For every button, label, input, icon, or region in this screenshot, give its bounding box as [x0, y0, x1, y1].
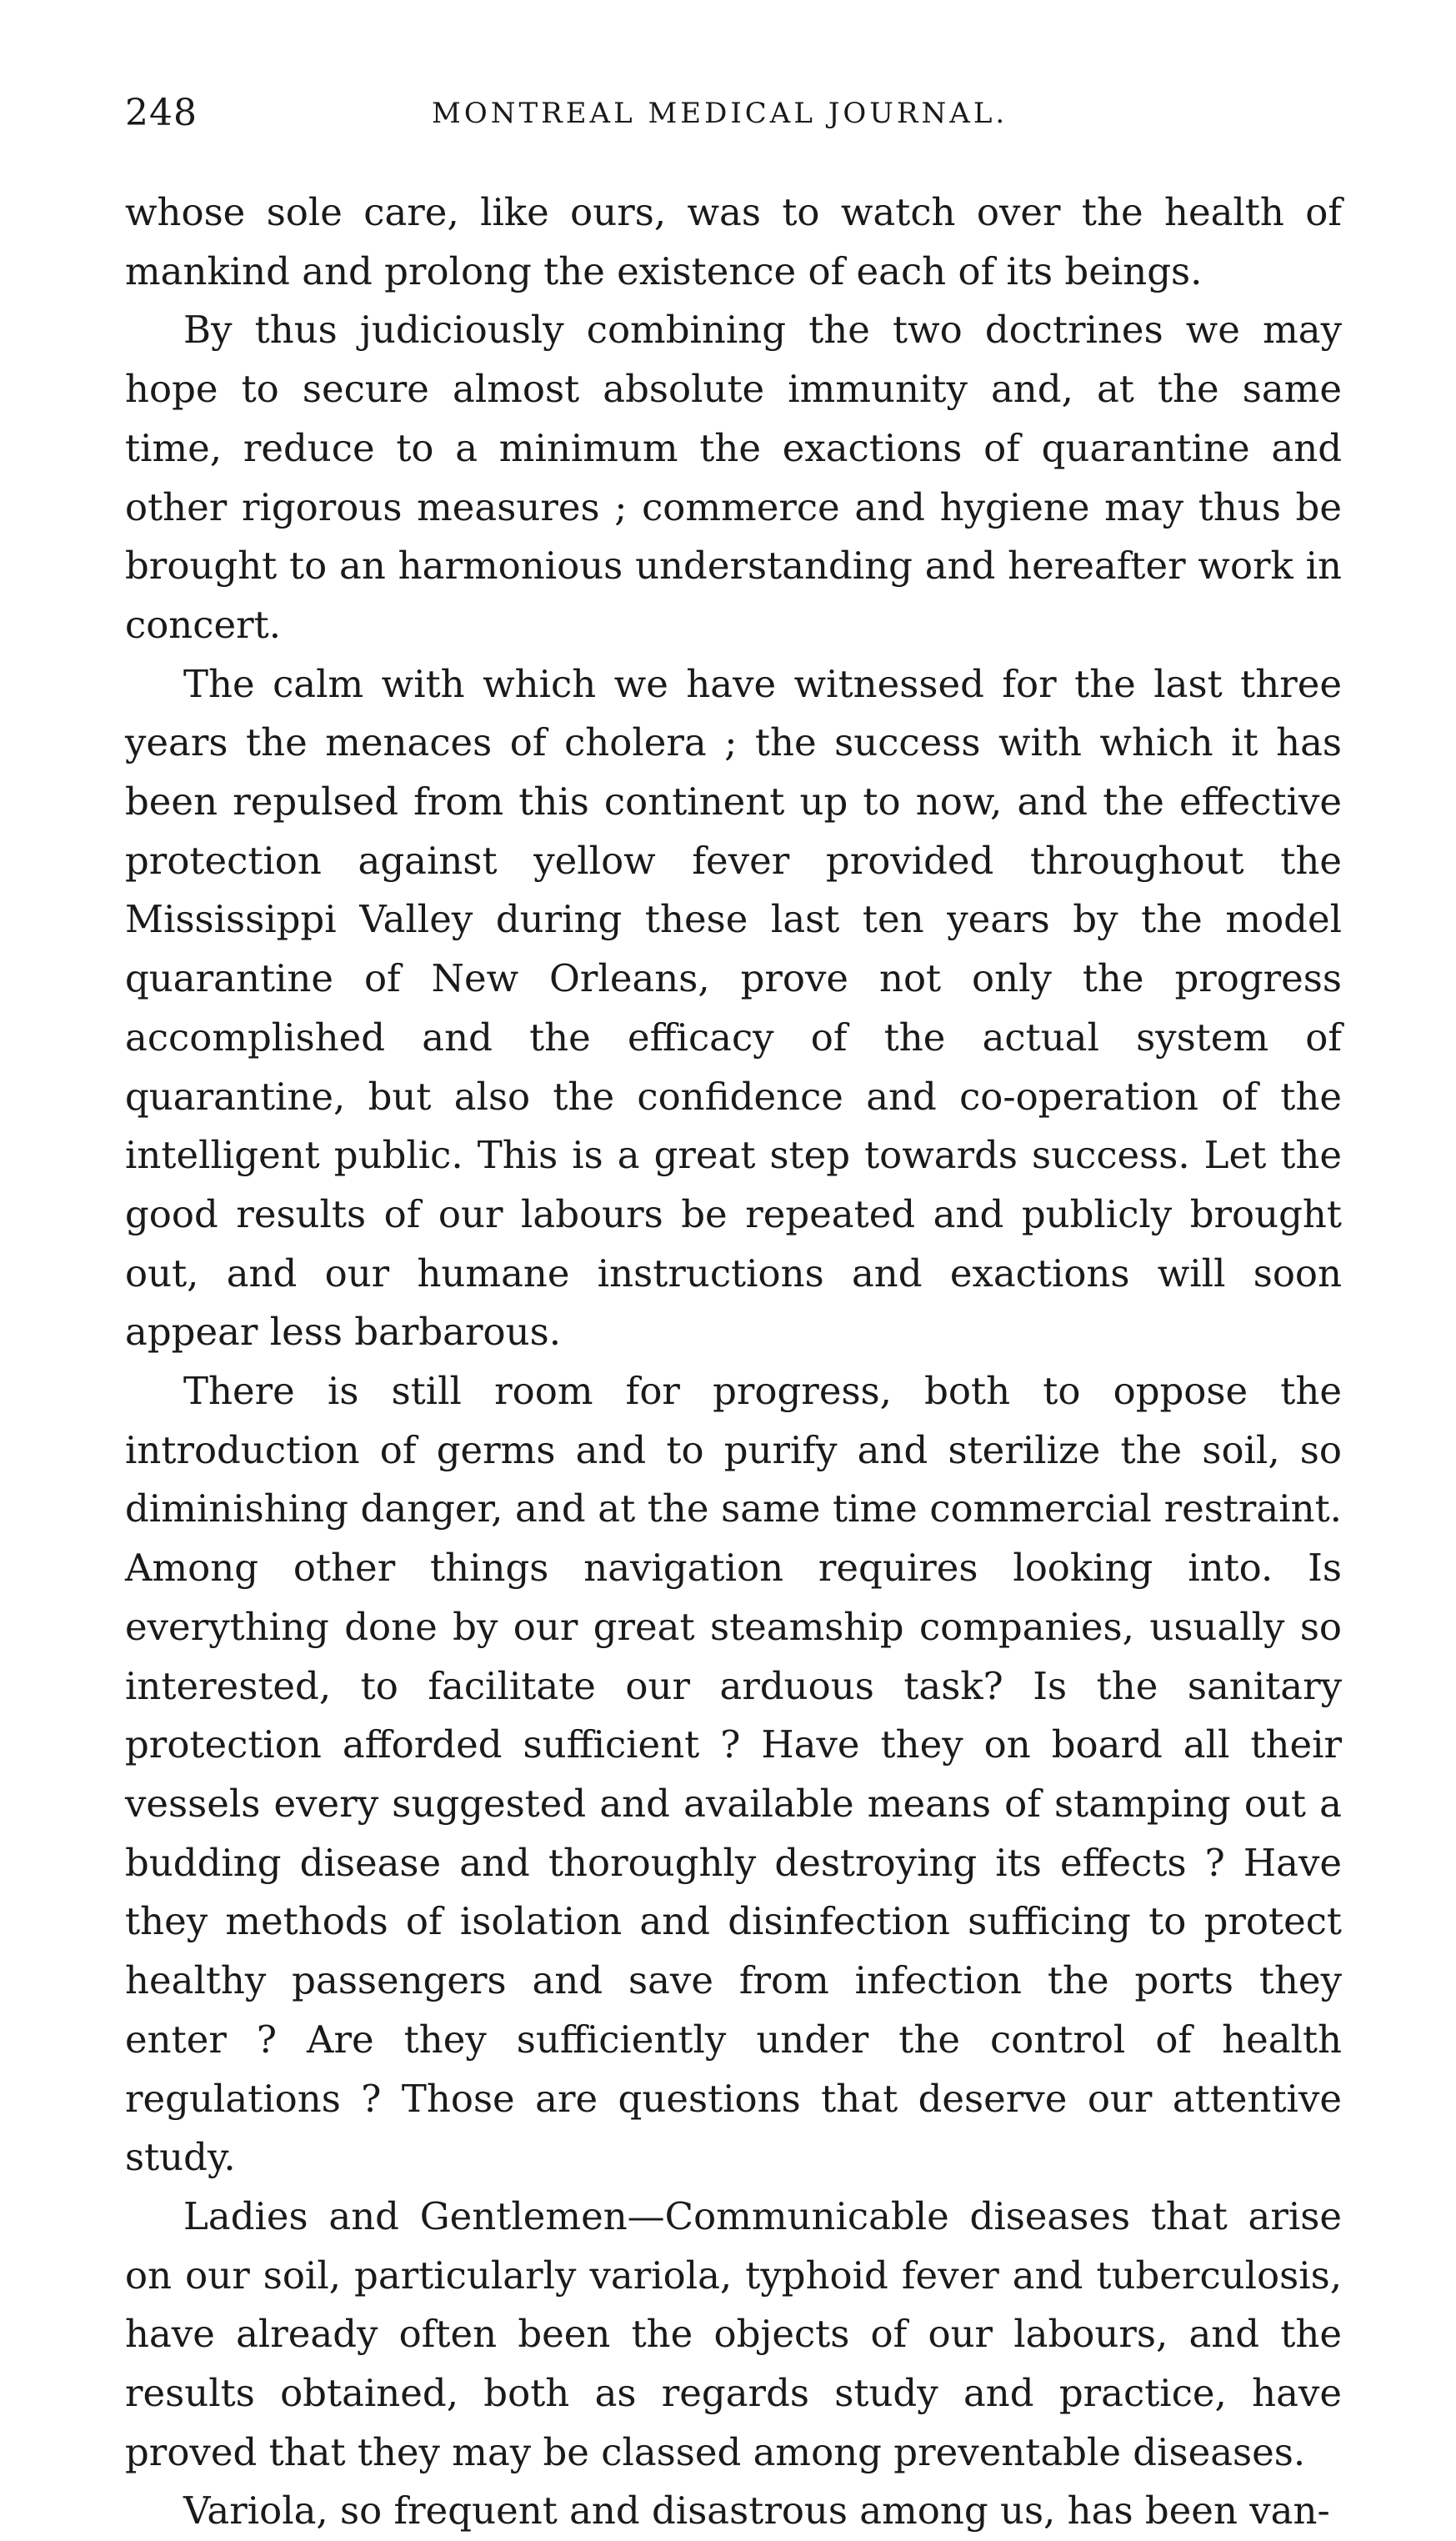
- paragraph-ladies-and-gentlemen: Ladies and Gentlemen—Communicable diseases that arise on our soil, particularly variola, typhoid fever and tuberculosis, have already often been the objects of our labours, and the results obtained, both as regards study and practice, have proved that they may be classed among preventable diseases.: [125, 2193, 1342, 2474]
- page-number: 248: [125, 92, 198, 134]
- paragraph-combining-doctrines: By thus judiciously combining the two doctrines we may hope to secure almost absolute immunity and, at the same time, reduce to a minimum the exactions of quarantine and other rigorous measures ; commerce and hygiene may thus be brought to an harmonious understanding and hereafter work in concert.: [125, 308, 1342, 647]
- paragraph-variola: Variola, so frequent and disastrous among us, has been van-: [183, 2488, 1330, 2533]
- page-header: [125, 83, 1342, 150]
- paragraph-continuation: whose sole care, like ours, was to watch over the health of mankind and prolong the existence of each of its beings.: [125, 190, 1342, 293]
- running-head: MONTREAL MEDICAL JOURNAL.: [432, 97, 1008, 130]
- paragraph-cholera-calm: The calm with which we have witnessed for the last three years the menaces of cholera ; the success with which it has been repulsed from this continent up to now, and the effective protection against yellow fever provided throughout the Mississippi Valley during these last ten years by the model quarantine of New Orleans, prove not only the progress accomplished and the efficacy of the actual system of quarantine, but also the confidence and co-operation of the intelligent public. This is a great step towards success. Let the good results of our labours be repeated and publicly brought out, and our humane instructions and exactions will soon appear less barbarous.: [125, 661, 1342, 1355]
- article-body: [125, 183, 1342, 2541]
- paragraph-room-for-progress: There is still room for progress, both to oppose the introduction of germs and to purify and sterilize the soil, so diminishing danger, and at the same time commercial restraint. Among other things navigation requires looking into. Is everything done by our great steamship companies, usually so interested, to facilitate our arduous task? Is the sanitary protection afforded sufficient ? Have they on board all their vessels every suggested and available means of stamping out a budding disease and thoroughly destroying its effects ? Have they methods of isolation and disinfection sufficing to protect healthy passengers and save from infection the ports they enter ? Are they sufficiently under the control of health regulations ? Those are questions that deserve our attentive study.: [125, 1369, 1342, 2180]
- journal-page: [125, 83, 1342, 2541]
